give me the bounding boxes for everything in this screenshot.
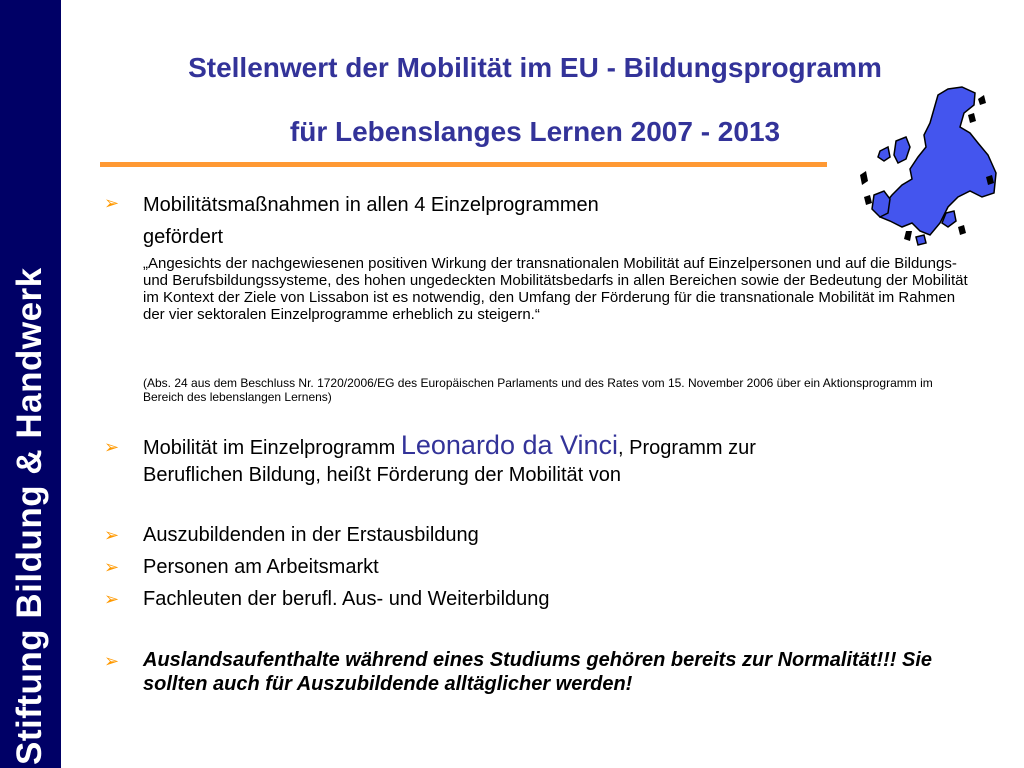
bullet-icon: ➢ [104,437,120,457]
bullet-text-2-pre: Mobilität im Einzelprogramm [143,437,401,459]
bullet-icon: ➢ [104,651,120,671]
bullet-text-2-cont: Beruflichen Bildung, heißt Förderung der Mobilität von [143,464,622,486]
bullet-icon: ➢ [104,557,120,577]
bullet-icon: ➢ [104,193,120,213]
bullet-icon: ➢ [104,589,120,609]
bullet-text-4: Personen am Arbeitsmarkt [143,556,379,578]
page-title-line-1: Stellenwert der Mobilität im EU - Bildungsprogramm [188,52,882,83]
sidebar-brand-text: Stiftung Bildung & Handwerk [10,267,49,765]
bullet-text-3: Auszubildenden in der Erstausbildung [143,524,479,546]
program-name-highlight: Leonardo da Vinci [400,430,619,460]
bullet-text-2-post: , Programm zur [618,437,756,459]
source-citation: (Abs. 24 aus dem Beschluss Nr. 1720/2006/EG des Europäischen Parlaments und des Rates vom 15. November 2006 über ein Aktionsprogramm im Bereich des lebenslangen Lernens) [143,376,933,404]
title-divider [100,162,827,167]
bullet-text-5: Fachleuten der berufl. Aus- und Weiterbildung [143,588,550,610]
sidebar [0,0,61,768]
bullet-text-1-cont: gefördert [143,226,224,248]
bullet-text-6: Auslandsaufenthalte während eines Studiums gehören bereits zur Normalität!!! Sie sollten auch für Auszubildende alltäglicher werden! [143,649,933,695]
europe-map-icon [850,85,1000,255]
bullet-icon: ➢ [104,525,120,545]
bullet-text-1: Mobilitätsmaßnahmen in allen 4 Einzelprogrammen [143,194,599,216]
page-title-line-2: für Lebenslanges Lernen 2007 - 2013 [289,116,781,147]
quote-block: „Angesichts der nachgewiesenen positiven Wirkung der transnationalen Mobilität auf Einzelpersonen und auf die Bildungs- und Berufsbildungssysteme, des hohen ungedeckten Mobilitätsbedarfs in allen Bereichen sowie der Bedeutung der Mobilität im Kontext der Ziele von Lissabon ist es notwendig, den Umfang der Förderung für die transnationale Mobilität im Rahmen der vier sektoralen Einzelprogramme erheblich zu steigern.“ [143,255,968,323]
bullet-text-2 [143,430,756,463]
